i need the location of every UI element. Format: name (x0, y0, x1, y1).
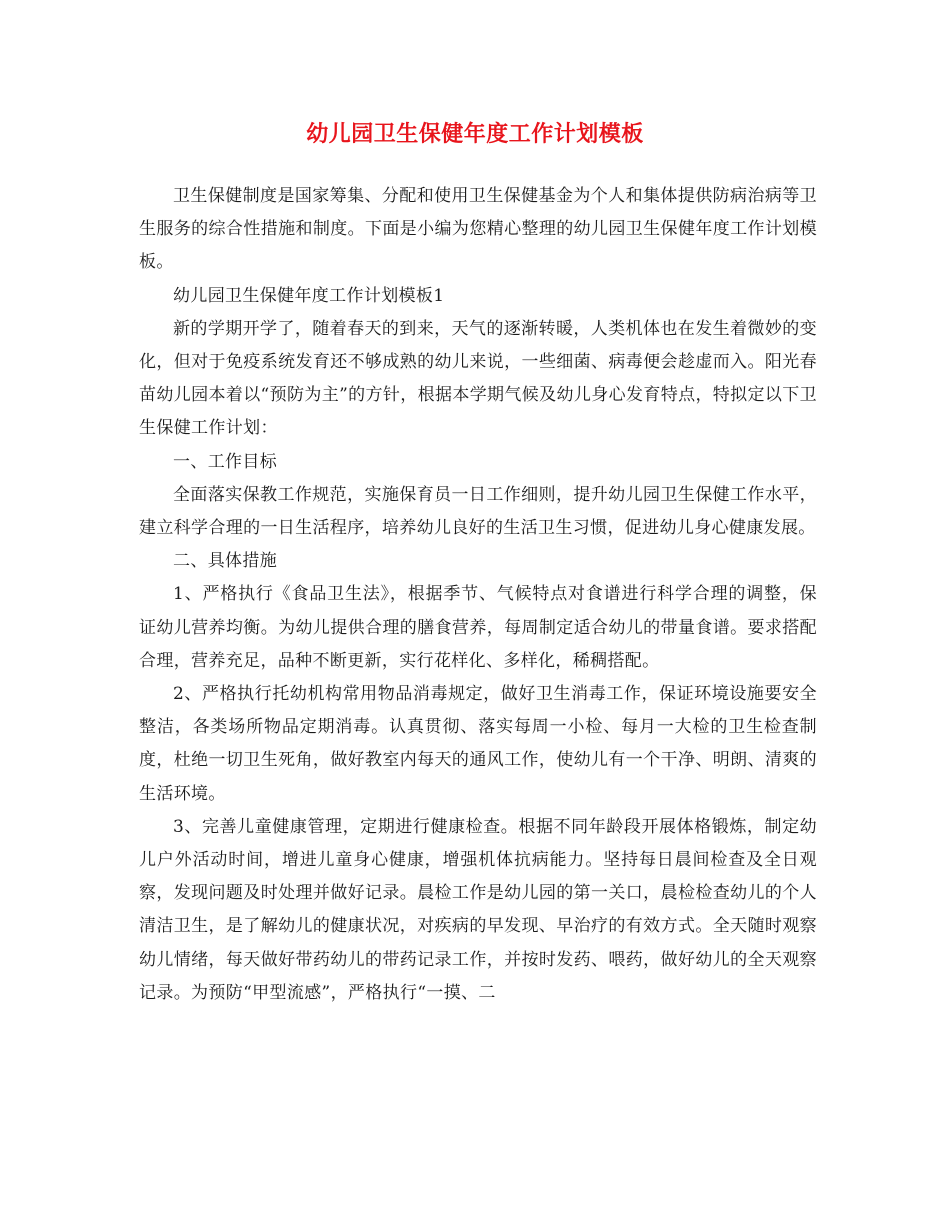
paragraph-work-goals: 全面落实保教工作规范，实施保育员一日工作细则，提升幼儿园卫生保健工作水平，建立科学合理的一日生活程序，培养幼儿良好的生活卫生习惯，促进幼儿身心健康发展。 (139, 484, 817, 539)
document-title: 幼儿园卫生保健年度工作计划模板 (306, 121, 644, 147)
heading-work-goals: 一、工作目标 (173, 451, 278, 472)
paragraph-subtitle: 幼儿园卫生保健年度工作计划模板1 (173, 285, 445, 306)
paragraph-background: 新的学期开学了，随着春天的到来，天气的逐渐转暖，人类机体也在发生着微妙的变化，但对于免疫系统发育还不够成熟的幼儿来说，一些细菌、病毒便会趁虚而入。阳光春苗幼儿园本着以“预防为主”的方针，根据本学期气候及幼儿身心发育特点，特拟定以下卫生保健工作计划： (139, 318, 817, 439)
heading-measures: 二、具体措施 (173, 551, 278, 572)
paragraph-measure-3: 3、完善儿童健康管理，定期进行健康检查。根据不同年龄段开展体格锻炼，制定幼儿户外活动时间，增进儿童身心健康，增强机体抗病能力。坚持每日晨间检查及全日观察，发现问题及时处理并做好记录。晨检工作是幼儿园的第一关口，晨检检查幼儿的个人清洁卫生，是了解幼儿的健康状况，对疾病的早发现、早治疗的有效方式。全天随时观察幼儿情绪，每天做好带药幼儿的带药记录工作，并按时发药、喂药，做好幼儿的全天观察记录。为预防“甲型流感”，严格执行“一摸、二 (139, 816, 817, 1003)
paragraph-intro: 卫生保健制度是国家筹集、分配和使用卫生保健基金为个人和集体提供防病治病等卫生服务的综合性措施和制度。下面是小编为您精心整理的幼儿园卫生保健年度工作计划模板。 (139, 186, 817, 273)
paragraph-measure-2: 2、严格执行托幼机构常用物品消毒规定，做好卫生消毒工作，保证环境设施要安全整洁，各类场所物品定期消毒。认真贯彻、落实每周一小检、每月一大检的卫生检查制度，杜绝一切卫生死角，做好教室内每天的通风工作，使幼儿有一个干净、明朗、清爽的生活环境。 (139, 684, 817, 804)
document-body (139, 180, 817, 1010)
paragraph-measure-1: 1、严格执行《食品卫生法》，根据季节、气候特点对食谱进行科学合理的调整，保证幼儿营养均衡。为幼儿提供合理的膳食营养，每周制定适合幼儿的带量食谱。要求搭配合理，营养充足，品种不断更新，实行花样化、多样化，稀稠搭配。 (139, 584, 817, 671)
